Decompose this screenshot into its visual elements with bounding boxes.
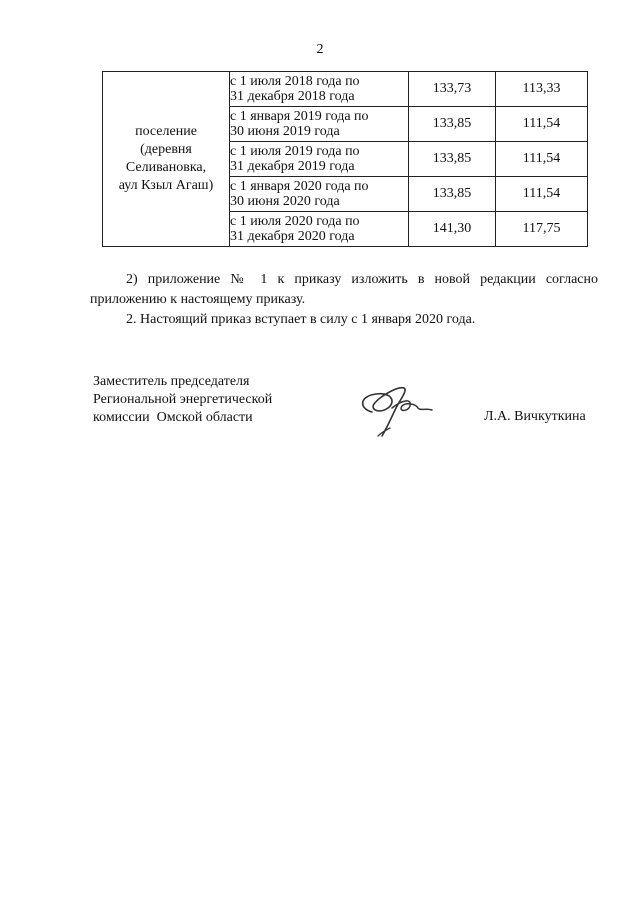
table-row <box>103 72 588 107</box>
signatory-title-line: Заместитель председателя <box>93 374 250 389</box>
period-to: 30 июня 2019 года <box>230 124 340 139</box>
period-cell <box>230 212 409 247</box>
signatory-title-line: Региональной энергетической <box>93 392 273 407</box>
period-to: 31 декабря 2019 года <box>230 159 355 174</box>
tariff-value-1: 133,85 <box>409 107 496 142</box>
period-to: 31 декабря 2018 года <box>230 89 355 104</box>
period-from: с 1 июля 2018 года по <box>230 74 360 89</box>
tariff-value-1: 133,85 <box>409 142 496 177</box>
handwritten-signature <box>352 378 442 448</box>
period-cell <box>230 107 409 142</box>
tariff-value-2: 117,75 <box>496 212 588 247</box>
paragraph-appendix: 2) приложение № 1 к приказу изложить в новой редакции согласно приложению к настоящему приказу. <box>90 272 598 307</box>
paragraph-effective-date: 2. Настоящий приказ вступает в силу с 1 января 2020 года. <box>126 312 476 327</box>
period-from: с 1 января 2019 года по <box>230 109 369 124</box>
period-cell <box>230 72 409 107</box>
signer-name: Л.А. Вичкуткина <box>484 409 586 424</box>
tariff-value-2: 113,33 <box>496 72 588 107</box>
period-cell <box>230 177 409 212</box>
tariff-value-2: 111,54 <box>496 142 588 177</box>
period-from: с 1 июля 2020 года по <box>230 214 360 229</box>
period-from: с 1 января 2020 года по <box>230 179 369 194</box>
tariff-table <box>102 71 588 247</box>
period-cell <box>230 142 409 177</box>
period-from: с 1 июля 2019 года по <box>230 144 360 159</box>
signatory-title <box>93 373 272 427</box>
settlement-line: Селивановка, <box>125 160 207 175</box>
settlement-line: (деревня <box>140 142 192 157</box>
signatory-title-line: комиссии Омской области <box>93 410 253 425</box>
page-number: 2 <box>316 42 324 57</box>
settlement-cell <box>103 72 230 247</box>
settlement-line: поселение <box>135 124 197 139</box>
tariff-value-2: 111,54 <box>496 107 588 142</box>
tariff-value-1: 133,73 <box>409 72 496 107</box>
period-to: 30 июня 2020 года <box>230 194 340 209</box>
tariff-value-1: 141,30 <box>409 212 496 247</box>
tariff-value-2: 111,54 <box>496 177 588 212</box>
tariff-value-1: 133,85 <box>409 177 496 212</box>
settlement-line: аул Кзыл Агаш) <box>118 178 214 193</box>
period-to: 31 декабря 2020 года <box>230 229 355 244</box>
